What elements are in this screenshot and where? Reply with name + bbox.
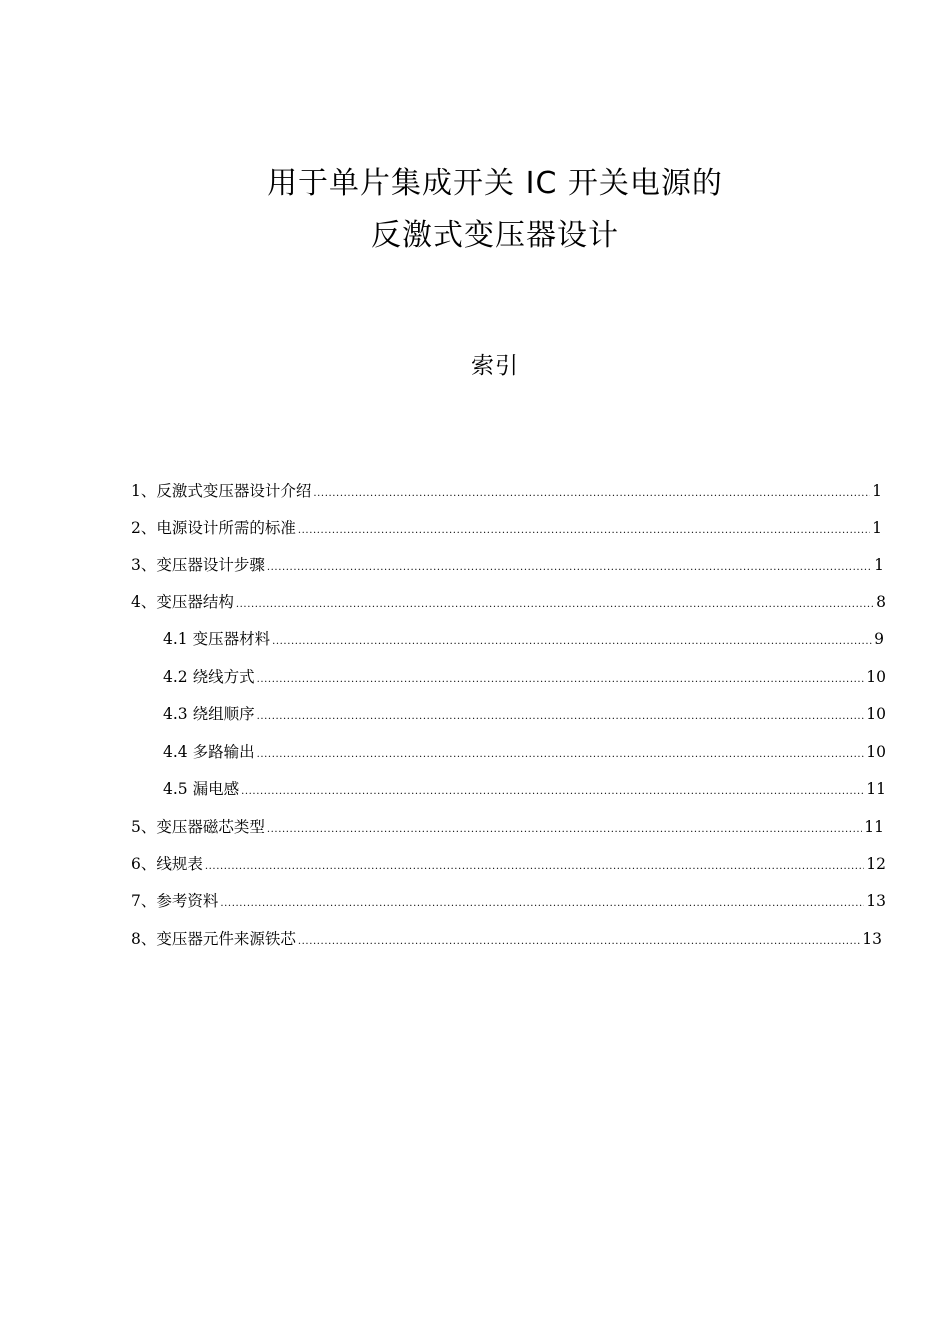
toc-leader-dots	[257, 702, 865, 726]
toc-entry-label: 7、参考资料	[131, 892, 219, 910]
toc-entry-label: 8、变压器元件来源铁芯	[131, 930, 296, 948]
toc-leader-dots	[298, 927, 860, 951]
toc-entry-label: 3、变压器设计步骤	[131, 556, 265, 574]
toc-leader-dots	[220, 889, 864, 913]
document-title-line-2: 反激式变压器设计	[371, 218, 619, 253]
toc-entry-label: 5、变压器磁芯类型	[131, 818, 265, 836]
toc-entry-6[interactable]	[131, 852, 886, 876]
toc-entry-page: 1	[874, 556, 884, 574]
toc-entry-4[interactable]	[131, 590, 886, 614]
toc-entry-1[interactable]	[131, 479, 882, 503]
toc-entry-4-5[interactable]	[163, 777, 886, 801]
toc-entry-page: 8	[876, 593, 886, 611]
toc-leader-dots	[257, 665, 865, 689]
toc-leader-dots	[267, 815, 862, 839]
toc-leader-dots	[272, 627, 872, 651]
toc-leader-dots	[267, 553, 872, 577]
toc-entry-2[interactable]	[131, 516, 882, 540]
toc-entry-page: 10	[866, 743, 886, 761]
document-title-line-1: 用于单片集成开关 IC 开关电源的	[267, 166, 723, 201]
toc-leader-dots	[298, 516, 870, 540]
toc-entry-label: 4.4 多路输出	[163, 743, 255, 761]
toc-entry-page: 11	[864, 818, 884, 836]
toc-entry-page: 1	[872, 519, 882, 537]
toc-entry-label: 2、电源设计所需的标准	[131, 519, 296, 537]
toc-entry-label: 4.1 变压器材料	[163, 630, 271, 648]
toc-entry-4-2[interactable]	[163, 665, 886, 689]
toc-entry-label: 6、线规表	[131, 855, 203, 873]
toc-entry-label: 4.5 漏电感	[163, 780, 240, 798]
toc-entry-page: 12	[866, 855, 886, 873]
toc-leader-dots	[313, 479, 870, 503]
toc-entry-4-3[interactable]	[163, 702, 886, 726]
toc-entry-page: 10	[866, 705, 886, 723]
toc-leader-dots	[236, 590, 874, 614]
toc-entry-page: 11	[866, 780, 886, 798]
toc-entry-page: 13	[866, 892, 886, 910]
toc-entry-label: 1、反激式变压器设计介绍	[131, 482, 312, 500]
toc-entry-8[interactable]	[131, 927, 882, 951]
toc-leader-dots	[205, 852, 864, 876]
toc-entry-5[interactable]	[131, 815, 884, 839]
toc-entry-label: 4.3 绕组顺序	[163, 705, 255, 723]
toc-entry-3[interactable]	[131, 553, 884, 577]
toc-entry-page: 13	[862, 930, 882, 948]
toc-entry-page: 10	[866, 668, 886, 686]
toc-leader-dots	[241, 777, 864, 801]
toc-leader-dots	[257, 740, 865, 764]
toc-entry-7[interactable]	[131, 889, 886, 913]
toc-entry-page: 9	[874, 630, 884, 648]
index-heading: 索引	[471, 353, 519, 379]
toc-entry-4-4[interactable]	[163, 740, 886, 764]
toc-entry-label: 4.2 绕线方式	[163, 668, 255, 686]
toc-entry-page: 1	[872, 482, 882, 500]
toc-entry-label: 4、变压器结构	[131, 593, 234, 611]
toc-entry-4-1[interactable]	[163, 627, 884, 651]
